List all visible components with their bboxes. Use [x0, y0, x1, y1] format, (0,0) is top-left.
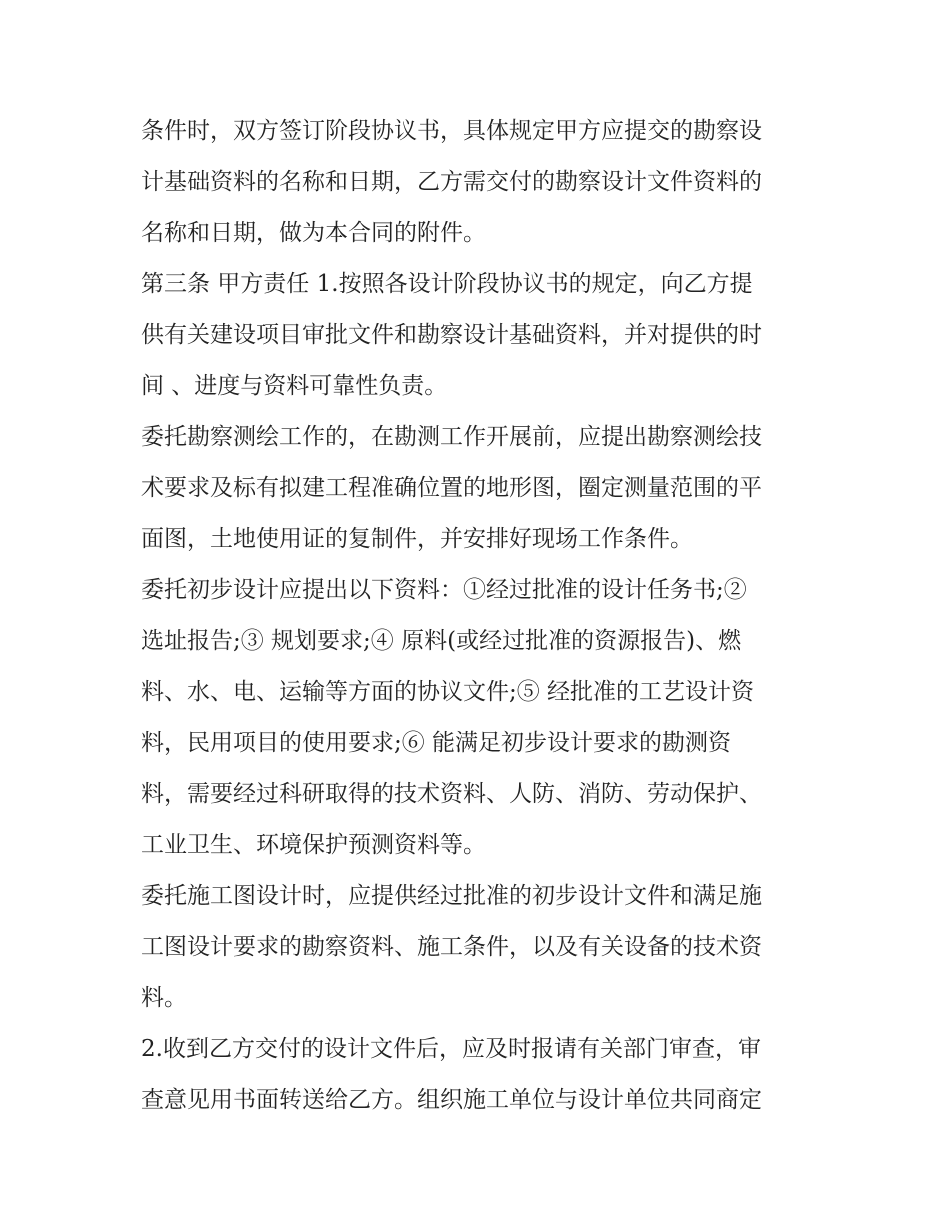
text-line: 选址报告;③ 规划要求;④ 原料(或经过批准的资源报告)、燃 — [141, 628, 742, 654]
text-line: 计基础资料的名称和日期，乙方需交付的勘察设计文件资料的 — [141, 169, 762, 195]
text-line: 料，需要经过科研取得的技术资料、人防、消防、劳动保护、 — [141, 781, 762, 807]
document-body — [141, 106, 813, 1126]
text-line: 名称和日期，做为本合同的附件。 — [141, 220, 486, 246]
text-line: 料。 — [141, 985, 187, 1011]
text-line: 工图设计要求的勘察资料、施工条件，以及有关设备的技术资 — [141, 934, 762, 960]
text-line: 第三条 甲方责任 1.按照各设计阶段协议书的规定，向乙方提 — [141, 271, 753, 297]
text-line: 供有关建设项目审批文件和勘察设计基础资料，并对提供的时 — [141, 322, 762, 348]
text-line: 委托勘察测绘工作的，在勘测工作开展前，应提出勘察测绘技 — [141, 424, 762, 450]
text-line: 2.收到乙方交付的设计文件后，应及时报请有关部门审查，审 — [141, 1036, 761, 1062]
text-line: 术要求及标有拟建工程准确位置的地形图，圈定测量范围的平 — [141, 475, 762, 501]
text-line: 工业卫生、环境保护预测资料等。 — [141, 832, 486, 858]
text-line: 委托施工图设计时，应提供经过批准的初步设计文件和满足施 — [141, 883, 762, 909]
text-line: 查意见用书面转送给乙方。组织施工单位与设计单位共同商定 — [141, 1087, 762, 1113]
text-line: 条件时，双方签订阶段协议书，具体规定甲方应提交的勘察设 — [141, 118, 762, 144]
text-line: 间 、进度与资料可靠性负责。 — [141, 373, 448, 399]
text-line: 料，民用项目的使用要求;⑥ 能满足初步设计要求的勘测资 — [141, 730, 732, 756]
text-line: 料、水、电、运输等方面的协议文件;⑤ 经批准的工艺设计资 — [141, 679, 755, 705]
text-line: 面图，土地使用证的复制件，并安排好现场工作条件。 — [141, 526, 693, 552]
text-line: 委托初步设计应提出以下资料：①经过批准的设计任务书;② — [141, 577, 747, 603]
